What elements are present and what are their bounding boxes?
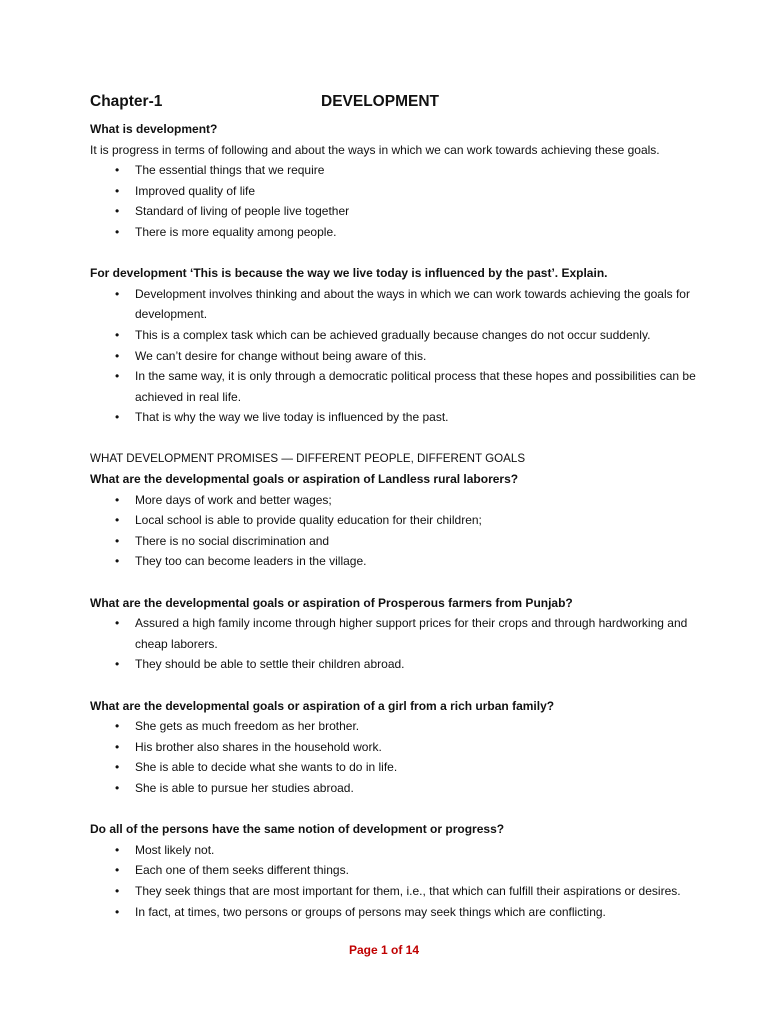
- list-item: • She is able to pursue her studies abroad.: [90, 778, 720, 799]
- bullet-icon: •: [115, 183, 120, 198]
- bullet-list: [90, 613, 720, 675]
- list-item: • In fact, at times, two persons or groups of persons may seek things which are conflicting.: [90, 902, 720, 923]
- list-item: • They seek things that are most important for them, i.e., that which can fulfill their aspirations or desires.: [90, 881, 720, 902]
- bullet-icon: •: [115, 348, 120, 363]
- page-number: Page 1 of 14: [348, 943, 420, 957]
- list-item: • Standard of living of people live together: [90, 201, 720, 222]
- bullet-icon: •: [115, 492, 120, 507]
- bullet-icon: •: [115, 719, 120, 734]
- list-item: • That is why the way we live today is influenced by the past.: [90, 407, 720, 428]
- bullet-list: [90, 284, 720, 428]
- section-heading: WHAT DEVELOPMENT PROMISES — DIFFERENT PEOPLE, DIFFERENT GOALS: [90, 451, 526, 465]
- bullet-list: [90, 840, 720, 922]
- bullet-icon: •: [115, 657, 120, 672]
- section-intro: It is progress in terms of following and about the ways in which we can work towards achieving these goals.: [90, 142, 660, 157]
- section-question: What are the developmental goals or aspiration of Prosperous farmers from Punjab?: [90, 595, 573, 610]
- bullet-icon: •: [115, 554, 120, 569]
- section-explain-past: [90, 263, 720, 428]
- list-item: • She is able to decide what she wants to do in life.: [90, 757, 720, 778]
- list-item: • Assured a high family income through higher support prices for their crops and through hardworking and cheap laborers.: [90, 613, 720, 654]
- bullet-icon: •: [115, 224, 120, 239]
- bullet-list: [90, 716, 720, 798]
- bullet-icon: •: [115, 904, 120, 919]
- bullet-icon: •: [115, 760, 120, 775]
- bullet-list: [90, 160, 720, 242]
- bullet-icon: •: [115, 781, 120, 795]
- list-item: • His brother also shares in the household work.: [90, 737, 720, 758]
- section-question: For development ‘This is because the way we live today is influenced by the past’. Explain.: [90, 266, 608, 281]
- list-item: • Improved quality of life: [90, 181, 720, 202]
- section-same-notion: [90, 819, 720, 922]
- bullet-icon: •: [115, 883, 120, 898]
- bullet-icon: •: [115, 410, 120, 425]
- bullet-list: [90, 490, 720, 572]
- bullet-icon: •: [115, 533, 120, 548]
- list-item: • There is no social discrimination and: [90, 531, 720, 552]
- bullet-icon: •: [115, 286, 120, 301]
- list-item: • Each one of them seeks different things.: [90, 860, 720, 881]
- section-question: Do all of the persons have the same notion of development or progress?: [90, 822, 505, 837]
- bullet-icon: •: [115, 369, 120, 384]
- list-item: • More days of work and better wages;: [90, 490, 720, 511]
- section-urban-girl: [90, 696, 720, 799]
- bullet-icon: •: [115, 616, 120, 631]
- list-item: • Local school is able to provide quality education for their children;: [90, 510, 720, 531]
- list-item: • Development involves thinking and about the ways in which we can work towards achieving the goals for development.: [90, 284, 720, 325]
- section-question: What are the developmental goals or aspiration of a girl from a rich urban family?: [90, 698, 555, 713]
- bullet-icon: •: [115, 842, 120, 857]
- page-title: DEVELOPMENT: [321, 93, 439, 110]
- section-question: What is development?: [90, 122, 218, 136]
- list-item: • The essential things that we require: [90, 160, 720, 181]
- list-item: • They should be able to settle their children abroad.: [90, 654, 720, 675]
- bullet-icon: •: [115, 739, 120, 754]
- list-item: • They too can become leaders in the village.: [90, 551, 720, 572]
- bullet-icon: •: [115, 327, 120, 342]
- section-punjab-farmers: [90, 593, 720, 675]
- section-what-is-development: [90, 119, 720, 243]
- list-item: • This is a complex task which can be achieved gradually because changes do not occur suddenly.: [90, 325, 720, 346]
- chapter-label: Chapter-1: [90, 93, 163, 110]
- list-item: • Most likely not.: [90, 840, 720, 861]
- document-body: [90, 119, 720, 922]
- bullet-icon: •: [115, 204, 120, 219]
- bullet-icon: •: [115, 863, 120, 878]
- list-item: • In the same way, it is only through a democratic political process that these hopes and possibilities can be achieved in real life.: [90, 366, 720, 407]
- section-landless-laborers: [90, 449, 720, 573]
- list-item: • There is more equality among people.: [90, 222, 720, 243]
- list-item: • She gets as much freedom as her brother.: [90, 716, 720, 737]
- bullet-icon: •: [115, 513, 120, 528]
- bullet-icon: •: [115, 163, 120, 178]
- section-question: What are the developmental goals or aspiration of Landless rural laborers?: [90, 472, 519, 487]
- list-item: • We can’t desire for change without being aware of this.: [90, 346, 720, 367]
